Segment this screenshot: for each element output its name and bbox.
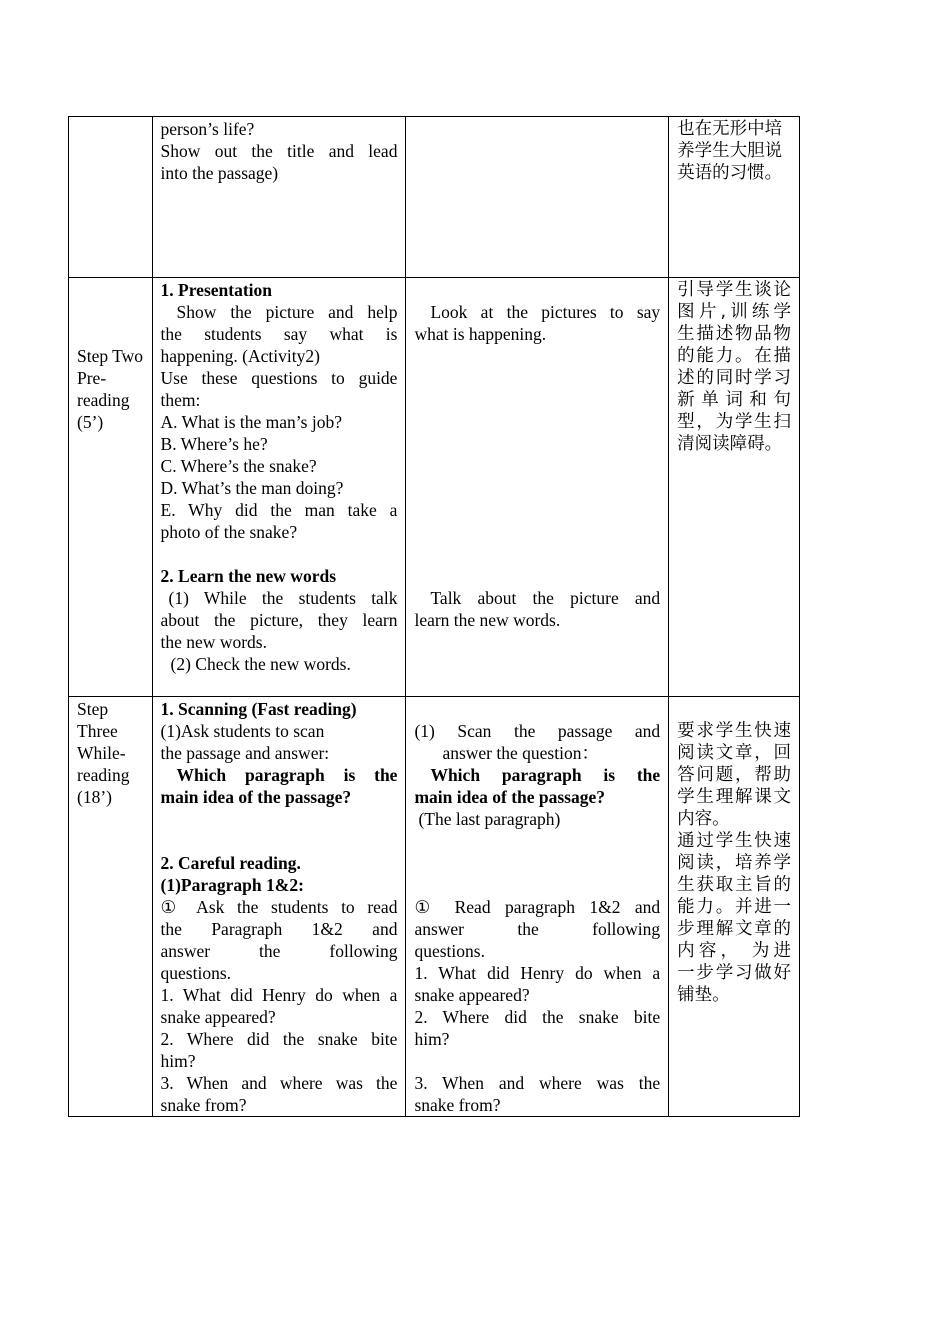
text-line: Look at the pictures to say — [430, 302, 661, 322]
question-line: snake appeared? — [414, 985, 530, 1005]
section-heading: (1)Paragraph 1&2: — [160, 875, 304, 895]
table-row — [69, 117, 800, 278]
text-line: person’s life? — [160, 119, 255, 139]
text-line: 阅读，培养学 — [677, 853, 791, 873]
section-heading: 1. Presentation — [160, 280, 272, 300]
text-line: 步理解文章的 — [677, 919, 791, 939]
text-line: learn the new words. — [414, 610, 561, 630]
student-activity-cell — [406, 117, 669, 278]
text-line: (2) Check the new words. — [170, 654, 351, 674]
text-line: the students say what is — [160, 324, 398, 344]
text-line: 通过学生快速 — [677, 831, 791, 851]
text-line: what is happening. — [414, 324, 547, 344]
table-row — [69, 278, 800, 697]
question-line: snake from? — [160, 1095, 247, 1115]
question-line: snake from? — [414, 1095, 501, 1115]
text-line: answer the following — [160, 941, 398, 961]
text-line: them: — [160, 390, 201, 410]
text-line: 图片,训练学 — [677, 302, 791, 322]
question-line: B. Where’s he? — [160, 434, 268, 454]
step-label: Three — [77, 721, 118, 741]
question-line: E. Why did the man take a — [160, 500, 398, 520]
text-line: ① Ask the students to read — [160, 897, 398, 917]
text-line: ① Read paragraph 1&2 and — [414, 897, 661, 917]
step-time: (18’) — [77, 787, 112, 807]
text-line: 一步学习做好 — [677, 963, 791, 983]
text-line: 也在无形中培 — [677, 119, 783, 139]
step-cell — [69, 697, 153, 1117]
step-cell — [69, 117, 153, 278]
text-line: about the picture, they learn — [160, 610, 398, 630]
text-line: 生描述物品物 — [677, 324, 791, 344]
text-line: into the passage) — [160, 163, 279, 183]
text-line: Talk about the picture and — [430, 588, 661, 608]
text-line: 清阅读障碍。 — [677, 434, 783, 454]
text-line: 答问题，帮助 — [677, 765, 791, 785]
lesson-plan-table — [68, 116, 800, 1117]
answer-line: (The last paragraph) — [418, 809, 561, 829]
purpose-cell — [669, 117, 800, 278]
text-line: 内容， 为进 — [677, 941, 791, 961]
student-activity-cell — [406, 278, 669, 697]
question-line: 2. Where did the snake bite — [414, 1007, 661, 1027]
step-label: Step Two — [77, 346, 144, 366]
text-line: Use these questions to guide — [160, 368, 398, 388]
question-line: photo of the snake? — [160, 522, 298, 542]
text-line: 铺垫。 — [677, 985, 730, 1005]
step-cell — [69, 278, 153, 697]
question-line: Which paragraph is the — [430, 765, 661, 785]
question-line: main idea of the passage? — [414, 787, 606, 807]
text-line: (1) While the students talk — [168, 588, 398, 608]
question-line: 1. What did Henry do when a — [414, 963, 661, 983]
text-line: 生获取主旨的 — [677, 875, 791, 895]
section-heading: 2. Learn the new words — [160, 566, 337, 586]
question-line: 3. When and where was the — [414, 1073, 661, 1093]
text-line: the new words. — [160, 632, 267, 652]
teacher-activity-cell — [152, 117, 406, 278]
question-line: snake appeared? — [160, 1007, 276, 1027]
question-line: 1. What did Henry do when a — [160, 985, 398, 1005]
question-line: 2. Where did the snake bite — [160, 1029, 398, 1049]
text-line: Show out the title and lead — [160, 141, 398, 161]
question-line: him? — [160, 1051, 196, 1071]
section-heading: 2. Careful reading. — [160, 853, 301, 873]
text-line: Show the picture and help — [176, 302, 398, 322]
step-label: While- — [77, 743, 126, 763]
step-label: Pre- — [77, 368, 107, 388]
purpose-cell — [669, 697, 800, 1117]
text-line: answer the following — [414, 919, 661, 939]
step-label: reading — [77, 390, 130, 410]
section-heading: 1. Scanning (Fast reading) — [160, 699, 357, 719]
text-line: 英语的习惯。 — [677, 163, 783, 183]
text-line: 的能力。在描 — [677, 346, 791, 366]
question-line: Which paragraph is the — [176, 765, 398, 785]
text-line: 引导学生谈论 — [677, 280, 791, 300]
teacher-activity-cell — [152, 278, 406, 697]
student-activity-cell — [406, 697, 669, 1117]
text-line: 述的同时学习 — [677, 368, 791, 388]
text-line: the Paragraph 1&2 and — [160, 919, 398, 939]
text-line: 型，为学生扫 — [677, 412, 791, 432]
question-line: C. Where’s the snake? — [160, 456, 317, 476]
step-time: (5’) — [77, 412, 104, 432]
text-line: questions. — [414, 941, 485, 961]
purpose-cell — [669, 278, 800, 697]
teacher-activity-cell — [152, 697, 406, 1117]
text-line: (1)Ask students to scan — [160, 721, 325, 741]
question-line: main idea of the passage? — [160, 787, 352, 807]
text-line: the passage and answer: — [160, 743, 330, 763]
text-line: happening. (Activity2) — [160, 346, 320, 366]
text-line: 学生理解课文 — [677, 787, 791, 807]
question-line: him? — [414, 1029, 450, 1049]
text-line: 要求学生快速 — [677, 721, 791, 741]
step-label: reading — [77, 765, 130, 785]
question-line: A. What is the man’s job? — [160, 412, 342, 432]
text-line: 养学生大胆说 — [677, 141, 783, 161]
text-line: questions. — [160, 963, 232, 983]
text-line: answer the question： — [442, 743, 599, 763]
step-label: Step — [77, 699, 109, 719]
text-line: 阅读文章，回 — [677, 743, 791, 763]
question-line: 3. When and where was the — [160, 1073, 398, 1093]
text-line: 内容。 — [677, 809, 730, 829]
text-line: 新单词和句 — [677, 390, 791, 410]
question-line: D. What’s the man doing? — [160, 478, 344, 498]
text-line: 能力。并进一 — [677, 897, 791, 917]
table-row — [69, 697, 800, 1117]
text-line: (1) Scan the passage and — [414, 721, 661, 741]
